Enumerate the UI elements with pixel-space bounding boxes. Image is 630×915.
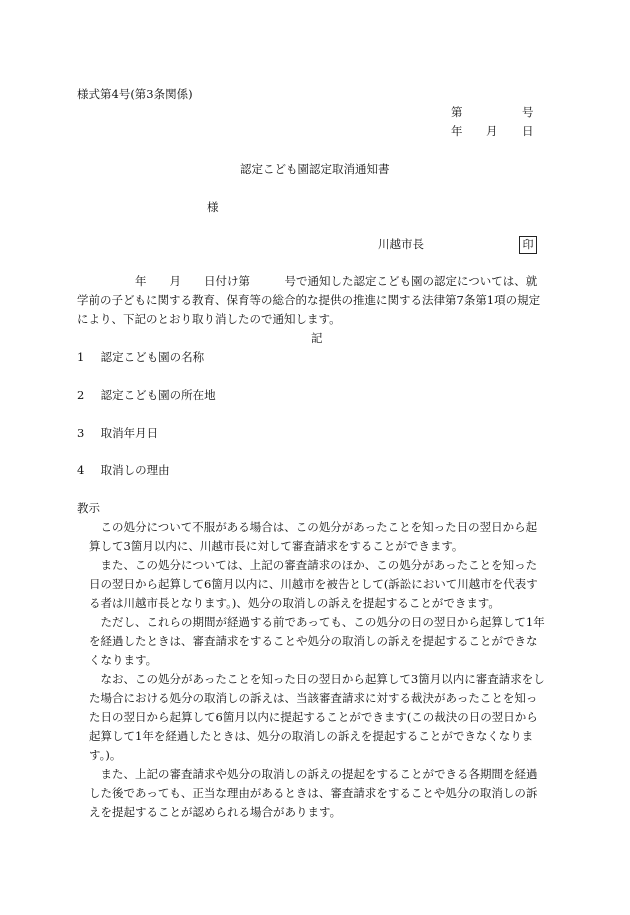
notice-paragraph-4 <box>77 670 555 765</box>
issuer-name: 川越市長 <box>378 237 424 251</box>
item-number: 3 <box>77 426 85 440</box>
date-month-label: 月 <box>486 124 498 138</box>
list-item <box>77 425 158 441</box>
item-label: 取消しの理由 <box>100 463 170 477</box>
list-item <box>77 387 216 403</box>
notice-line: ただし、これらの期間が経過する前であっても、この処分の日の翌日から起算して1年 <box>89 615 545 629</box>
notice-paragraph-2 <box>77 556 555 613</box>
item-label: 認定こども園の名称 <box>100 350 205 364</box>
item-number: 2 <box>77 388 85 402</box>
document-title: 認定こども園認定取消通知書 <box>240 162 390 176</box>
notice-paragraph-3 <box>77 613 555 670</box>
body-line-3: により、下記のとおり取り消したので通知します。 <box>77 312 341 326</box>
addressee-honorific: 様 <box>207 200 219 214</box>
notice-line: る者は川越市長となります。)、処分の取消しの訴えを提起することができます。 <box>89 596 500 610</box>
body-line-1: 年 月 日付け第 号で通知した認定こども園の認定については、就 <box>135 274 538 288</box>
notice-heading: 教示 <box>77 501 100 515</box>
ki-heading: 記 <box>311 331 323 345</box>
body-line-2: 学前の子どもに関する教育、保育等の総合的な提供の推進に関する法律第7条第1項の規定 <box>77 293 541 307</box>
seal-mark <box>519 236 537 254</box>
date-day-label: 日 <box>522 124 534 138</box>
notice-line: た場合における処分の取消しの訴えは、当該審査請求に対する裁決があったことを知っ <box>89 691 538 705</box>
seal-label: 印 <box>519 236 537 254</box>
list-item <box>77 462 170 478</box>
item-number: 1 <box>77 350 85 364</box>
date-year-label: 年 <box>451 124 463 138</box>
notice-line: えを提起することが認められる場合があります。 <box>89 805 342 819</box>
notice-line: を経過したときは、審査請求をすることや処分の取消しの訴えを提起することができな <box>89 634 538 648</box>
notice-line: なお、この処分があったことを知った日の翌日から起算して3箇月以内に審査請求をし <box>89 672 545 686</box>
notice-line: 日の翌日から起算して6箇月以内に、川越市を被告として(訴訟において川越市を代表す <box>89 577 538 591</box>
notice-paragraph-5 <box>77 765 555 822</box>
document-number-prefix: 第 <box>451 105 463 119</box>
notice-line: す。)。 <box>89 748 122 762</box>
notice-line: この処分について不服がある場合は、この処分があったことを知った日の翌日から起 <box>89 520 538 534</box>
notice-paragraph-1 <box>77 518 555 556</box>
item-label: 取消年月日 <box>100 426 159 440</box>
notice-line: くなります。 <box>89 653 158 667</box>
list-item <box>77 349 204 365</box>
notice-line: 算して3箇月以内に、川越市長に対して審査請求をすることができます。 <box>89 539 464 553</box>
notice-line: また、上記の審査請求や処分の取消しの訴えの提起をすることができる各期間を経過 <box>89 767 538 781</box>
form-number-label: 様式第4号(第3条関係) <box>77 87 193 101</box>
document-number-suffix: 号 <box>522 105 534 119</box>
item-label: 認定こども園の所在地 <box>100 388 216 402</box>
notice-line: また、この処分については、上記の審査請求のほか、この処分があったことを知った <box>89 558 538 572</box>
notice-line: た日の翌日から起算して6箇月以内に提起することができます(この裁決の日の翌日から <box>89 710 538 724</box>
item-number: 4 <box>77 463 85 477</box>
notice-line: した後であっても、正当な理由があるときは、審査請求をすることや処分の取消しの訴 <box>89 786 538 800</box>
notice-line: 起算して1年を経過したときは、処分の取消しの訴えを提起することができなくなりま <box>89 729 534 743</box>
